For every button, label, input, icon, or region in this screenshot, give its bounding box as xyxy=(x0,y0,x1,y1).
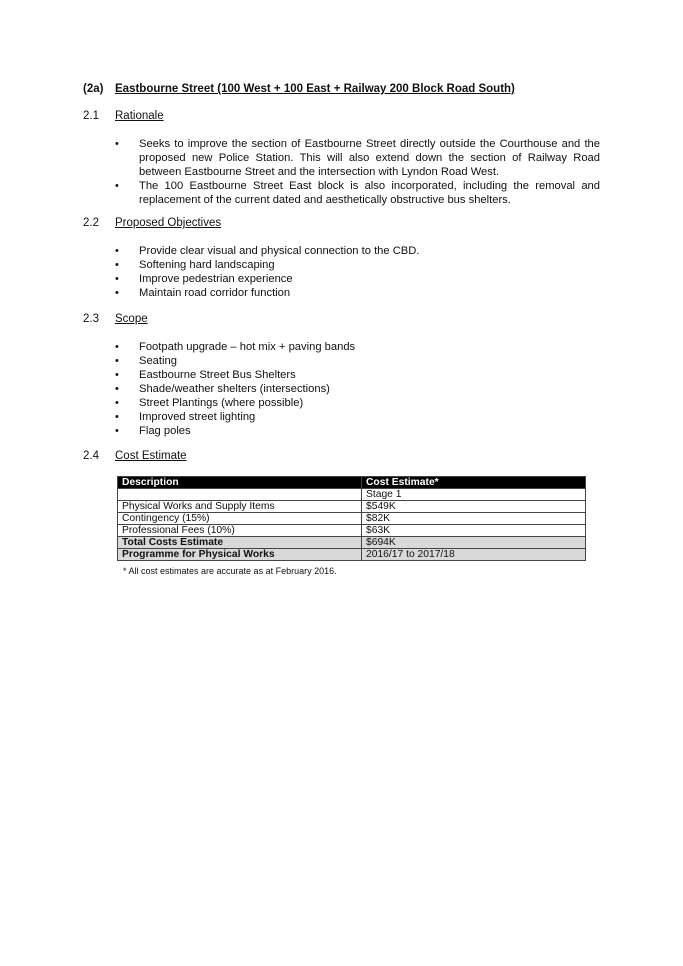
table-header-row xyxy=(118,477,586,489)
table-cell: Stage 1 xyxy=(362,489,586,501)
table-cell xyxy=(118,489,362,501)
section-rationale-heading xyxy=(83,110,164,122)
section-title: Scope xyxy=(115,313,148,325)
table-row xyxy=(118,489,586,501)
table-cell: Total Costs Estimate xyxy=(118,537,362,549)
table-cell: Programme for Physical Works xyxy=(118,549,362,561)
table-row xyxy=(118,501,586,513)
list-item: • Flag poles xyxy=(115,424,600,438)
table-cell: $694K xyxy=(362,537,586,549)
heading-number: (2a) xyxy=(83,83,104,95)
document-heading xyxy=(83,83,515,95)
list-item: • The 100 Eastbourne Street East block is also incorporated, including the removal and replacement of the current dated and aesthetically obstructive bus shelters. xyxy=(115,179,600,207)
table-cell: Contingency (15%) xyxy=(118,513,362,525)
scope-list xyxy=(115,340,600,438)
table-row xyxy=(118,513,586,525)
cost-footnote: * All cost estimates are accurate as at February 2016. xyxy=(123,566,337,576)
list-item: • Improved street lighting xyxy=(115,410,600,424)
table-cell: Professional Fees (10%) xyxy=(118,525,362,537)
list-item: • Maintain road corridor function xyxy=(115,286,600,300)
list-item: • Street Plantings (where possible) xyxy=(115,396,600,410)
rationale-list xyxy=(115,137,600,207)
section-number: 2.2 xyxy=(83,217,99,229)
cost-estimate-table xyxy=(117,476,586,561)
table-cell: Physical Works and Supply Items xyxy=(118,501,362,513)
section-title: Proposed Objectives xyxy=(115,217,222,229)
heading-title: Eastbourne Street (100 West + 100 East + Railway 200 Block Road South) xyxy=(115,83,515,95)
list-item: • Eastbourne Street Bus Shelters xyxy=(115,368,600,382)
section-number: 2.1 xyxy=(83,110,99,122)
list-item: • Provide clear visual and physical connection to the CBD. xyxy=(115,244,600,258)
section-cost-heading xyxy=(83,450,187,462)
table-cell: $63K xyxy=(362,525,586,537)
list-item: • Softening hard landscaping xyxy=(115,258,600,272)
list-item: • Improve pedestrian experience xyxy=(115,272,600,286)
column-header: Cost Estimate* xyxy=(362,477,586,489)
list-item: • Shade/weather shelters (intersections) xyxy=(115,382,600,396)
objectives-list xyxy=(115,244,600,300)
table-cell: 2016/17 to 2017/18 xyxy=(362,549,586,561)
section-title: Cost Estimate xyxy=(115,450,187,462)
column-header: Description xyxy=(118,477,362,489)
section-scope-heading xyxy=(83,313,148,325)
list-item: • Footpath upgrade – hot mix + paving bands xyxy=(115,340,600,354)
table-row xyxy=(118,525,586,537)
section-number: 2.4 xyxy=(83,450,99,462)
section-objectives-heading xyxy=(83,217,221,229)
table-cell: $549K xyxy=(362,501,586,513)
list-item: • Seeks to improve the section of Eastbourne Street directly outside the Courthouse and the proposed new Police Station. This will also extend down the section of Railway Road between Eastbourne Street and the intersection with Lyndon Road West. xyxy=(115,137,600,179)
table-row-total xyxy=(118,537,586,549)
section-number: 2.3 xyxy=(83,313,99,325)
table-row-programme xyxy=(118,549,586,561)
table-cell: $82K xyxy=(362,513,586,525)
section-title: Rationale xyxy=(115,110,164,122)
list-item: • Seating xyxy=(115,354,600,368)
